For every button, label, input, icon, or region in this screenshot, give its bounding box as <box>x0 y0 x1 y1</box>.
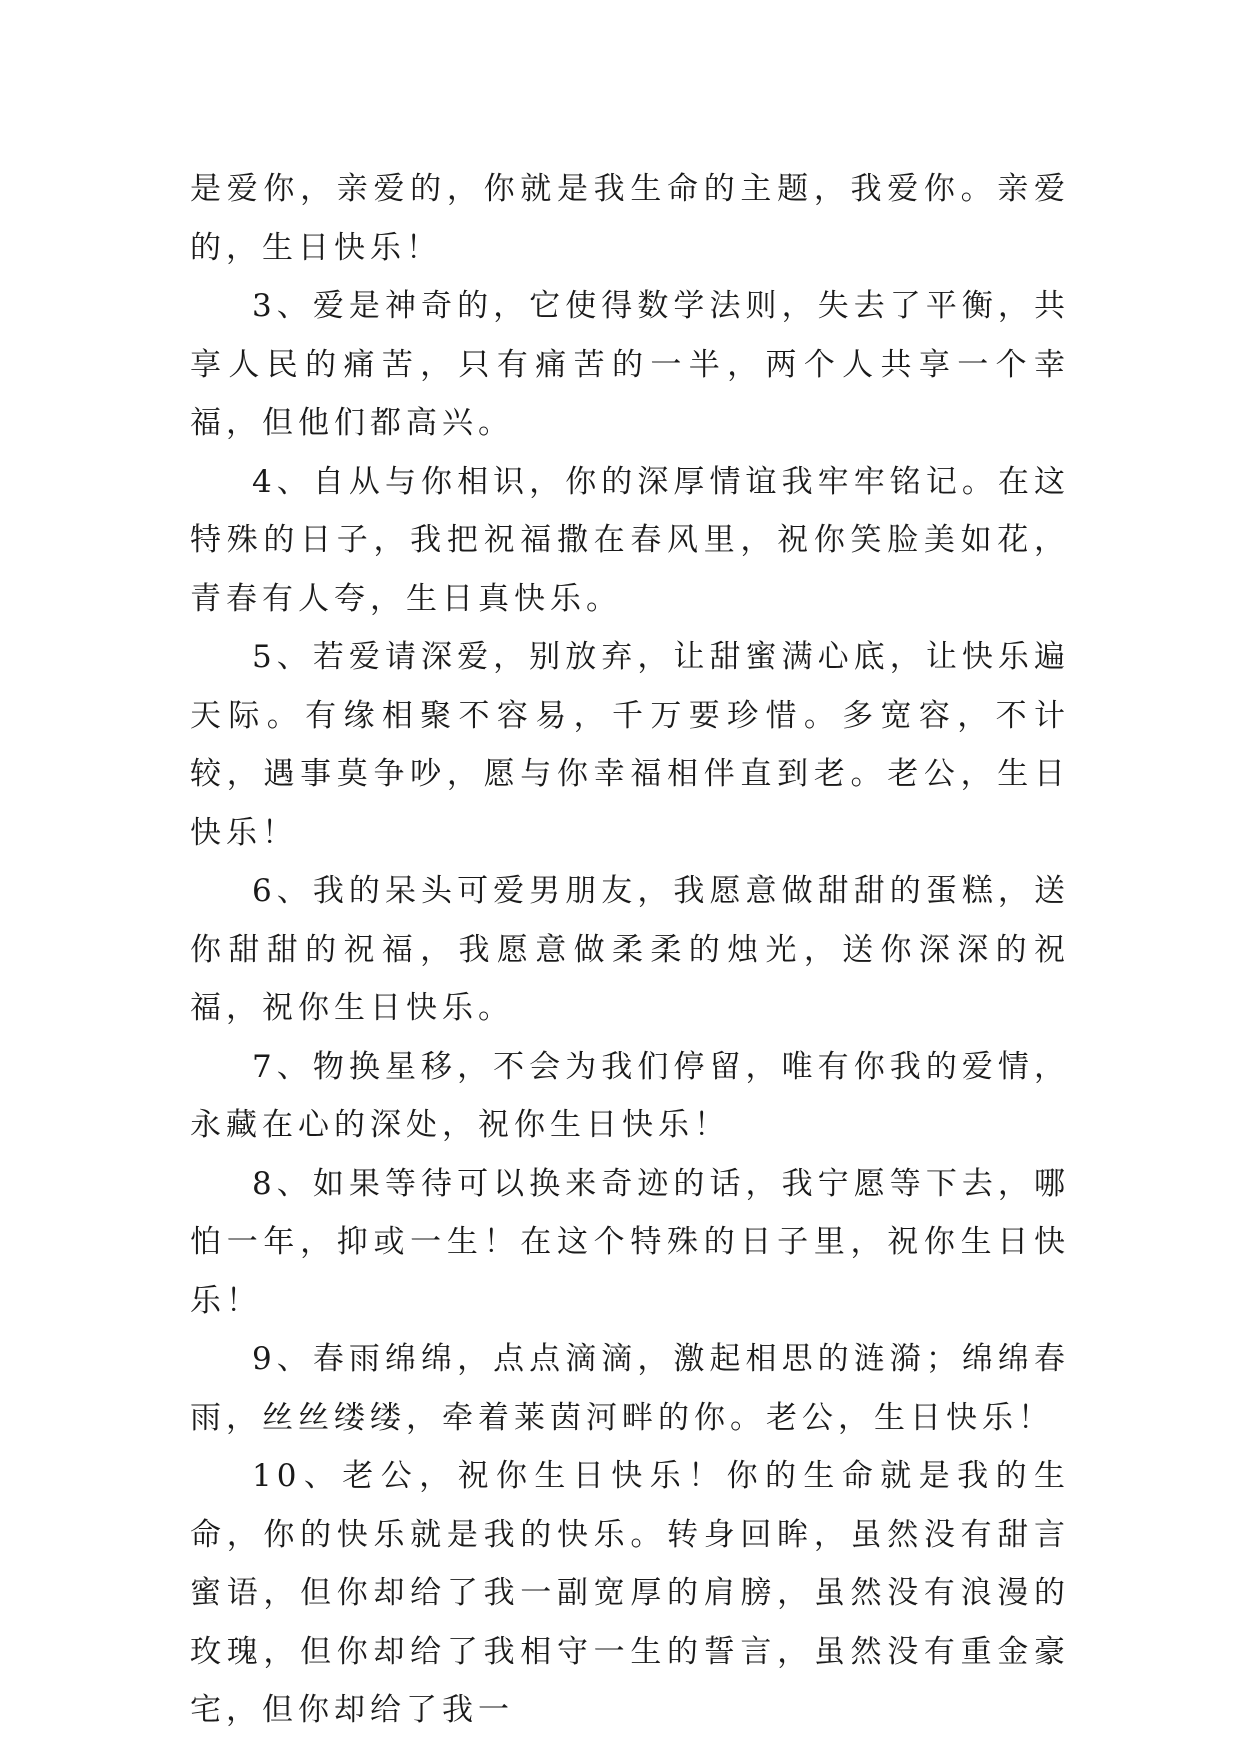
paragraph-3: 3、爱是神奇的，它使得数学法则，失去了平衡，共享人民的痛苦，只有痛苦的一半，两个人共享一个幸福，但他们都高兴。 <box>190 288 1070 441</box>
paragraph-4: 4、自从与你相识，你的深厚情谊我牢牢铭记。在这特殊的日子，我把祝福撒在春风里，祝你笑脸美如花，青春有人夸，生日真快乐。 <box>190 463 1070 617</box>
paragraph-6: 6、我的呆头可爱男朋友，我愿意做甜甜的蛋糕，送你甜甜的祝福，我愿意做柔柔的烛光，送你深深的祝福，祝你生日快乐。 <box>190 873 1070 1026</box>
paragraph-7: 7、物换星移，不会为我们停留，唯有你我的爱情，永藏在心的深处，祝你生日快乐！ <box>190 1048 1070 1143</box>
paragraph-8: 8、如果等待可以换来奇迹的话，我宁愿等下去，哪怕一年，抑或一生！在这个特殊的日子里，祝你生日快乐！ <box>190 1165 1070 1319</box>
paragraph-10: 10、老公，祝你生日快乐！你的生命就是我的生命，你的快乐就是我的快乐。转身回眸，虽然没有甜言蜜语，但你却给了我一副宽厚的肩膀，虽然没有浪漫的玫瑰，但你却给了我相守一生的誓言，虽然没有重金豪宅，但你却给了我一 <box>190 1458 1070 1728</box>
paragraph-5: 5、若爱请深爱，别放弃，让甜蜜满心底，让快乐遍天际。有缘相聚不容易，千万要珍惜。多宽容，不计较，遇事莫争吵，愿与你幸福相伴直到老。老公，生日快乐！ <box>190 639 1070 851</box>
paragraph-9: 9、春雨绵绵，点点滴滴，激起相思的涟漪；绵绵春雨，丝丝缕缕，牵着莱茵河畔的你。老公，生日快乐！ <box>190 1341 1070 1436</box>
paragraph-continuation: 是爱你，亲爱的，你就是我生命的主题，我爱你。亲爱的，生日快乐！ <box>190 171 1070 266</box>
document-body <box>190 160 1070 1740</box>
